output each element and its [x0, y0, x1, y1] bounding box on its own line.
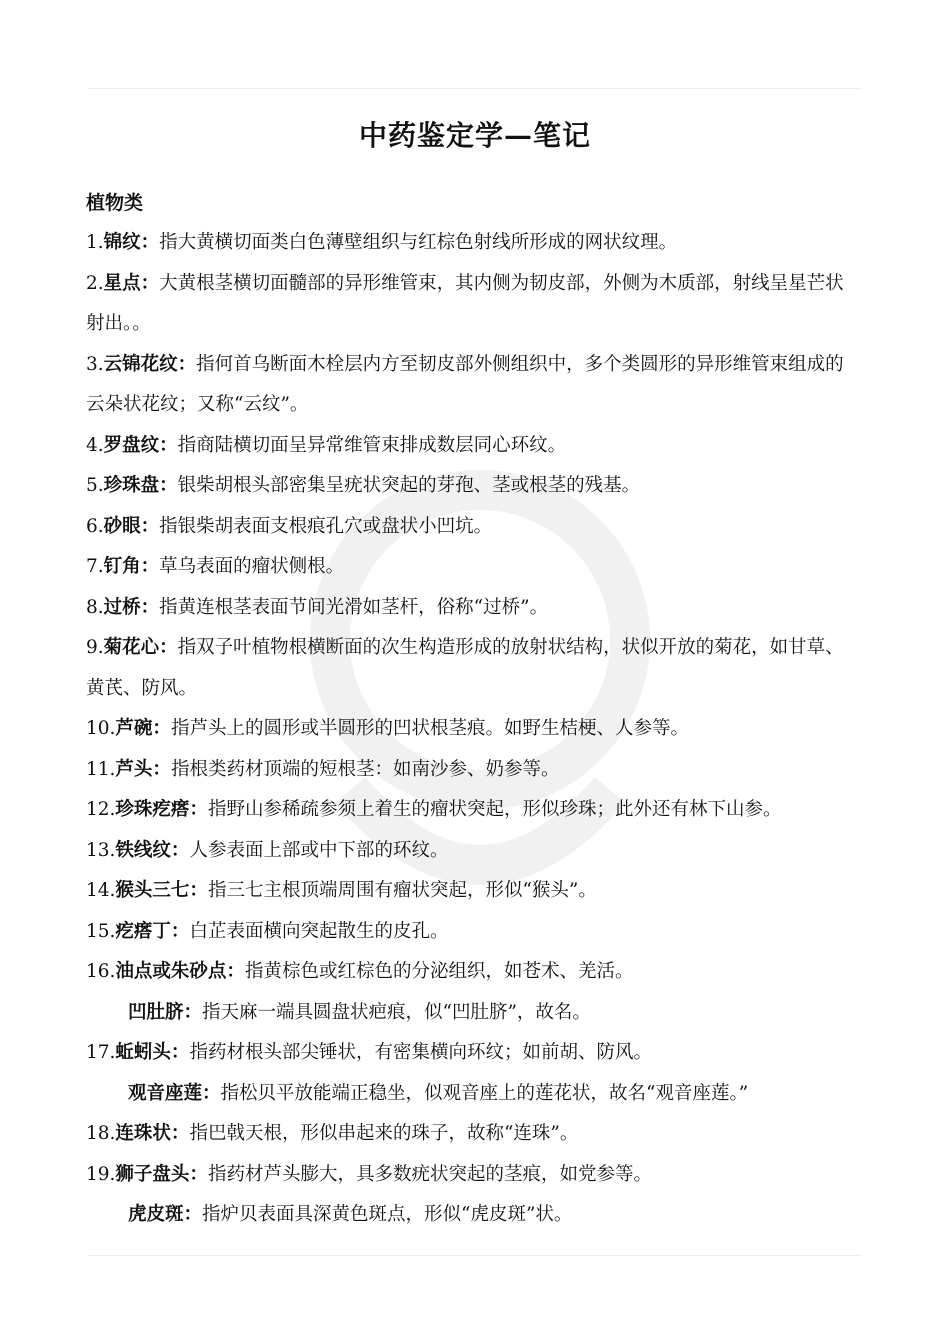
list-item [86, 993, 856, 1034]
list-item [86, 831, 856, 872]
list-item [86, 547, 856, 588]
entry-term: 砂眼： [103, 515, 160, 537]
entry-description: 指黄连根茎表面节间光滑如茎杆，俗称“过桥”。 [159, 596, 549, 618]
entry-term: 凹肚脐： [128, 1001, 203, 1023]
entry-description: 指巴戟天根，形似串起来的珠子，故称“连珠”。 [189, 1123, 579, 1144]
entry-term: 珍珠盘： [103, 475, 178, 496]
entry-description: 指炉贝表面具深黄色斑点，形似“虎皮斑”状。 [202, 1204, 573, 1225]
list-item [86, 628, 856, 709]
notes-content [86, 183, 856, 1236]
entry-number: 18. [86, 1123, 116, 1144]
entry-description: 人参表面上部或中下部的环纹。 [189, 839, 449, 861]
entry-number: 14. [86, 880, 116, 901]
section-heading: 植物类 [86, 192, 144, 214]
entry-number: 19. [86, 1163, 116, 1185]
entry-description: 指黄棕色或红棕色的分泌组织，如苍术、羌活。 [244, 961, 634, 982]
entry-number: 9. [86, 637, 104, 658]
entry-term: 疙瘩丁： [115, 920, 190, 942]
top-divider [88, 88, 862, 89]
list-item [86, 871, 856, 912]
entry-term: 钉角： [103, 556, 160, 577]
entry-term: 蚯蚓头： [115, 1042, 190, 1063]
page-title: 中药鉴定学—笔记 [358, 119, 591, 152]
entry-number: 5. [86, 475, 104, 496]
entry-number: 17. [86, 1042, 116, 1063]
entry-term: 过桥： [103, 596, 160, 618]
list-item [86, 1033, 856, 1074]
entry-number: 8. [86, 596, 104, 618]
entry-description: 指双子叶植物根横断面的次生构造形成的放射状结构，状似开放的菊花，如甘草、黄芪、防风。 [86, 637, 844, 699]
list-item [86, 1195, 856, 1236]
list-item [86, 750, 856, 791]
entry-number: 11. [86, 758, 116, 780]
entry-description: 指三七主根顶端周围有瘤状突起，形似“猴头”。 [207, 880, 597, 901]
list-item [86, 952, 856, 993]
entry-term: 虎皮斑： [128, 1204, 203, 1225]
entry-number: 1. [86, 232, 104, 253]
entry-term: 观音座莲： [128, 1082, 221, 1104]
entry-description: 指芦头上的圆形或半圆形的凹状根茎痕。如野生桔梗、人参等。 [170, 718, 689, 739]
entry-list [86, 223, 856, 1236]
entry-number: 2. [86, 272, 104, 294]
entry-number: 3. [86, 353, 104, 375]
entry-number: 7. [86, 556, 104, 577]
entry-term: 云锦花纹： [103, 353, 197, 375]
entry-description: 银柴胡根头部密集呈疣状突起的芽孢、茎或根茎的残基。 [177, 475, 641, 496]
entry-term: 猴头三七： [115, 880, 208, 901]
entry-description: 指何首乌断面木栓层内方至韧皮部外侧组织中，多个类圆形的异形维管束组成的云朵状花纹；又称“云纹”。 [86, 353, 844, 415]
list-item [86, 1074, 856, 1115]
bottom-divider [88, 1255, 862, 1256]
list-item [86, 223, 856, 264]
entry-description: 指天麻一端具圆盘状疤痕，似“凹肚脐”，故名。 [202, 1001, 591, 1023]
list-item [86, 507, 856, 548]
list-item [86, 1155, 856, 1196]
entry-term: 铁线纹： [115, 839, 190, 861]
entry-description: 白芷表面横向突起散生的皮孔。 [189, 920, 449, 942]
entry-description: 指大黄横切面类白色薄壁组织与红棕色射线所形成的网状纹理。 [159, 232, 678, 253]
entry-term: 菊花心： [103, 637, 178, 658]
entry-term: 狮子盘头： [115, 1163, 208, 1185]
list-item [86, 709, 856, 750]
entry-term: 芦碗： [115, 718, 171, 739]
list-item [86, 588, 856, 629]
entry-number: 4. [86, 434, 104, 456]
entry-term: 罗盘纹： [103, 434, 178, 456]
list-item [86, 790, 856, 831]
list-item [86, 466, 856, 507]
entry-number: 15. [86, 920, 116, 942]
entry-term: 连珠状： [115, 1123, 190, 1144]
entry-number: 10. [86, 718, 116, 739]
entry-description: 指银柴胡表面支根痕孔穴或盘状小凹坑。 [159, 515, 493, 537]
list-item [86, 1114, 856, 1155]
entry-number: 16. [86, 961, 116, 982]
entry-description: 指松贝平放能端正稳坐，似观音座上的莲花状，故名“观音座莲。” [220, 1082, 749, 1104]
list-item [86, 426, 856, 467]
entry-description: 大黄根茎横切面髓部的异形维管束，其内侧为韧皮部，外侧为木质部，射线呈星芒状射出。。 [86, 272, 844, 334]
entry-term: 芦头： [115, 758, 171, 780]
entry-description: 指根类药材顶端的短根茎：如南沙参、奶参等。 [170, 758, 560, 780]
entry-number: 12. [86, 799, 116, 820]
list-item [86, 912, 856, 953]
entry-term: 油点或朱砂点： [115, 961, 245, 982]
entry-description: 指商陆横切面呈异常维管束排成数层同心环纹。 [177, 434, 567, 456]
entry-term: 锦纹： [103, 232, 160, 253]
entry-number: 13. [86, 839, 116, 861]
entry-term: 星点： [103, 272, 160, 294]
entry-description: 指药材芦头膨大，具多数疣状突起的茎痕，如党参等。 [207, 1163, 652, 1185]
entry-description: 草乌表面的瘤状侧根。 [159, 556, 345, 577]
entry-description: 指野山参稀疏参须上着生的瘤状突起，形似珍珠；此外还有林下山参。 [207, 799, 782, 820]
list-item [86, 345, 856, 426]
entry-number: 6. [86, 515, 104, 537]
list-item [86, 264, 856, 345]
entry-description: 指药材根头部尖锤状，有密集横向环纹；如前胡、防风。 [189, 1042, 652, 1063]
entry-term: 珍珠疙瘩： [115, 799, 208, 820]
